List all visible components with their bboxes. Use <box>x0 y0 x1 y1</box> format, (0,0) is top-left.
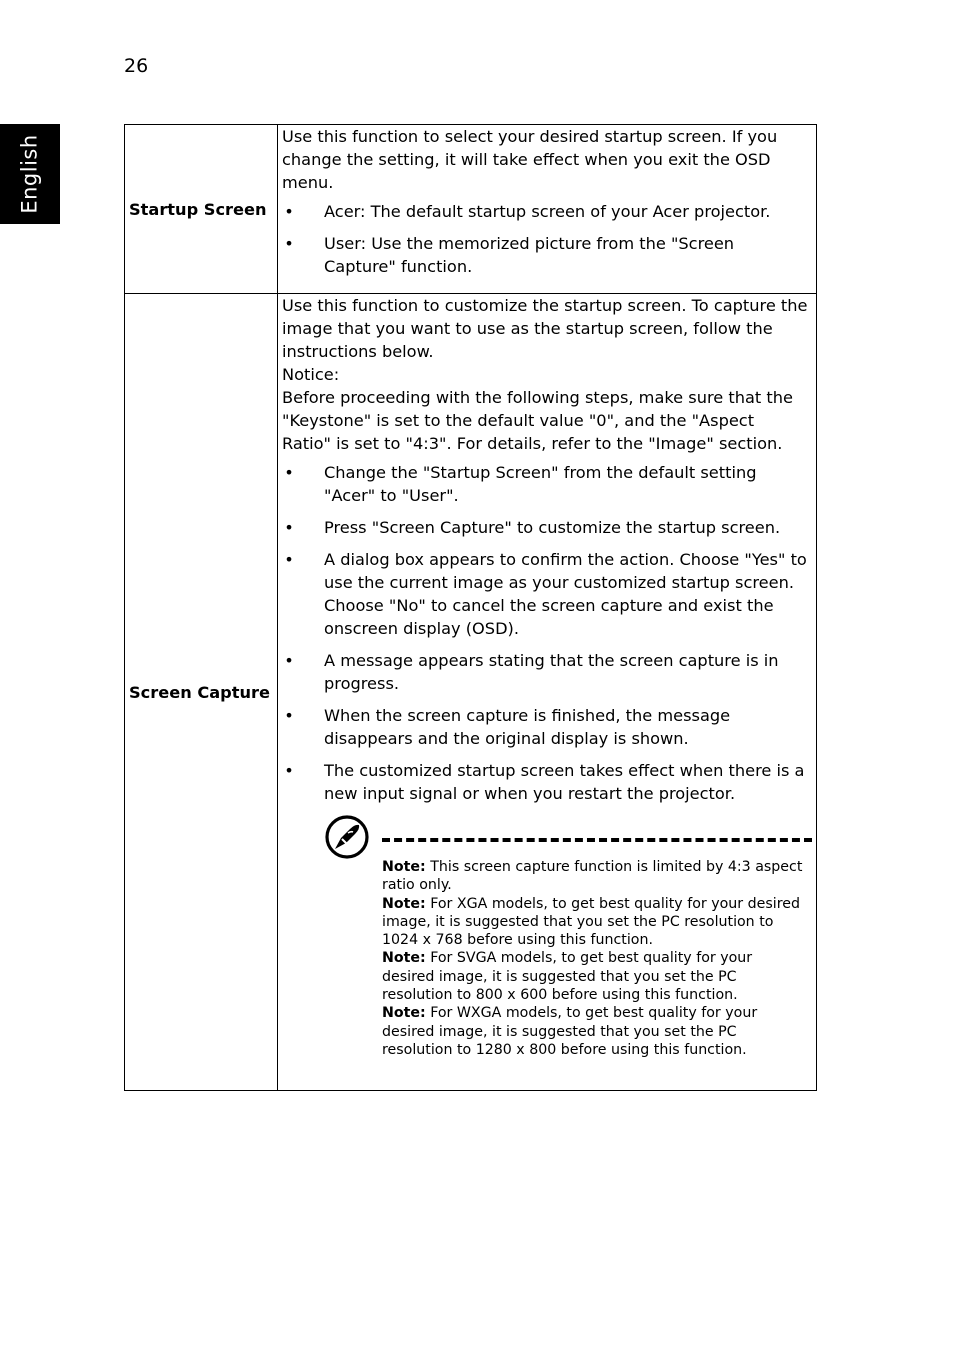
bullet-list <box>282 461 808 805</box>
bullet-list <box>282 200 808 278</box>
list-item-text: A dialog box appears to confirm the action. Choose "Yes" to use the current image as your customized startup screen. Choose "No" to cancel the screen capture and exist the onscreen display (OSD). <box>324 550 807 638</box>
bullet-glyph: • <box>284 706 294 725</box>
notice-label: Notice: <box>282 365 340 384</box>
list-item <box>282 704 808 750</box>
note-label: Note: <box>382 859 426 875</box>
description-intro: Use this function to customize the startup screen. To capture the image that you want to use as the startup screen, follow the instructions below. <box>282 296 808 361</box>
list-item-text: A message appears stating that the screen capture is in progress. <box>324 651 779 693</box>
note-pen-icon <box>324 814 370 860</box>
list-item-text: User: Use the memorized picture from the "Screen Capture" function. <box>324 234 735 276</box>
row-label: Startup Screen <box>125 125 278 294</box>
list-item <box>282 461 808 507</box>
bullet-glyph: • <box>284 761 294 780</box>
list-item <box>282 759 808 805</box>
note-item <box>382 949 808 1004</box>
note-body: This screen capture function is limited by 4:3 aspect ratio only. <box>382 859 803 894</box>
note-item <box>382 1004 808 1059</box>
list-item-text: Press "Screen Capture" to customize the startup screen. <box>324 518 781 537</box>
note-body: For WXGA models, to get best quality for your desired image, it is suggested that you set the PC resolution to 1280 x 800 before using this function. <box>382 1005 758 1058</box>
bullet-glyph: • <box>284 463 294 482</box>
table-row <box>125 294 817 1091</box>
note-item <box>382 895 808 950</box>
note-block <box>324 814 808 1061</box>
list-item <box>282 232 808 278</box>
note-body: For XGA models, to get best quality for your desired image, it is suggested that you set the PC resolution to 1024 x 768 before using this function. <box>382 895 800 949</box>
list-item-text: When the screen capture is finished, the message disappears and the original display is shown. <box>324 706 731 748</box>
note-text <box>324 814 808 1059</box>
bullet-glyph: • <box>284 234 294 253</box>
note-label: Note: <box>382 895 426 912</box>
row-label: Screen Capture <box>125 294 278 1091</box>
note-label: Note: <box>382 950 426 967</box>
list-item-text: The customized startup screen takes effect when there is a new input signal or when you restart the projector. <box>324 761 805 803</box>
language-tab <box>0 124 60 224</box>
bullet-glyph: • <box>284 518 294 537</box>
notice-text: Before proceeding with the following steps, make sure that the "Keystone" is set to the default value "0", and the "Aspect Ratio" is set to "4:3". For details, refer to the "Image" section. <box>282 388 793 453</box>
list-item-text: Acer: The default startup screen of your Acer projector. <box>324 202 771 221</box>
spec-table <box>124 124 817 1091</box>
list-item <box>282 516 808 539</box>
table-row <box>125 125 817 294</box>
note-item <box>382 858 808 895</box>
list-item-text: Change the "Startup Screen" from the default setting "Acer" to "User". <box>324 463 757 505</box>
row-description <box>278 125 817 294</box>
note-divider <box>382 838 812 842</box>
bullet-glyph: • <box>284 202 294 221</box>
note-body: For SVGA models, to get best quality for your desired image, it is suggested that you set the PC resolution to 800 x 600 before using this function. <box>382 950 753 1004</box>
row-description <box>278 294 817 1091</box>
list-item <box>282 649 808 695</box>
list-item <box>282 548 808 640</box>
note-label: Note: <box>382 1005 426 1022</box>
description-intro: Use this function to select your desired startup screen. If you change the setting, it will take effect when you exit the OSD menu. <box>282 127 778 192</box>
bullet-glyph: • <box>284 550 294 569</box>
page-number: 26 <box>124 55 149 77</box>
language-tab-label: English <box>18 134 43 214</box>
bullet-glyph: • <box>284 651 294 670</box>
list-item <box>282 200 808 223</box>
